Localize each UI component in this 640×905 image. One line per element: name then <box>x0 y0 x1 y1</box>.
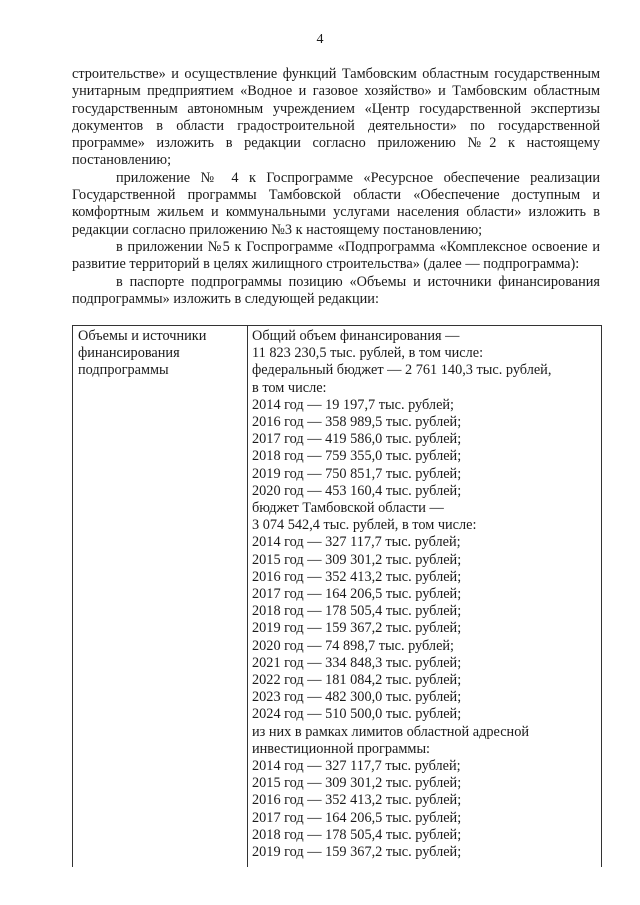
value-line: 2014 год — 327 117,7 тыс. рублей; <box>252 758 461 775</box>
value-line: 2014 год — 19 197,7 тыс. рублей; <box>252 396 455 413</box>
label-line: финансирования <box>78 345 180 362</box>
value-line: 2023 год — 482 300,0 тыс. рублей; <box>252 689 462 706</box>
value-line: 2020 год — 453 160,4 тыс. рублей; <box>252 482 462 499</box>
value-line: 2018 год — 178 505,4 тыс. рублей; <box>252 826 462 843</box>
page-number: 4 <box>316 32 324 47</box>
value-line: 11 823 230,5 тыс. рублей, в том числе: <box>252 345 484 362</box>
value-line: 2014 год — 327 117,7 тыс. рублей; <box>252 534 461 551</box>
value-line: 2015 год — 309 301,2 тыс. рублей; <box>252 551 462 568</box>
value-line: 2018 год — 759 355,0 тыс. рублей; <box>252 448 462 465</box>
table-label-cell <box>73 326 248 868</box>
value-line: Общий объем финансирования — <box>252 328 460 344</box>
value-line: 2018 год — 178 505,4 тыс. рублей; <box>252 603 462 620</box>
value-line: 3 074 542,4 тыс. рублей, в том числе: <box>252 517 477 534</box>
value-line: федеральный бюджет — 2 761 140,3 тыс. рублей, <box>252 362 552 379</box>
value-line: инвестиционной программы: <box>252 740 431 757</box>
value-line: 2016 год — 352 413,2 тыс. рублей; <box>252 568 462 585</box>
paragraph: строительстве» и осуществление функций Тамбовским областным государственным унитарным предприятием «Водное и газовое хозяйство» и Тамбовским областным государственным автономным учреждением «Центр государственной экспертизы документов в области градостроительной деятельности» по государственной программе» изложить в редакции согласно приложению №2 к настоящему постановлению; <box>72 66 600 169</box>
value-line: 2016 год — 352 413,2 тыс. рублей; <box>252 792 462 809</box>
paragraph: приложение № 4 к Госпрограмме «Ресурсное обеспечение реализации Государственной программы Тамбовской области «Обеспечение доступным и комфортным жильем и коммунальными услугами населения области» изложить в редакции согласно приложению №3 к настоящему постановлению; <box>72 169 600 238</box>
value-line: 2020 год — 74 898,7 тыс. рублей; <box>252 637 455 654</box>
value-line: 2022 год — 181 084,2 тыс. рублей; <box>252 672 462 689</box>
value-line: 2019 год — 159 367,2 тыс. рублей; <box>252 620 462 637</box>
value-line: 2017 год — 164 206,5 тыс. рублей; <box>252 809 462 826</box>
value-line: 2019 год — 750 851,7 тыс. рублей; <box>252 465 462 482</box>
table-row <box>73 326 602 868</box>
value-line: 2024 год — 510 500,0 тыс. рублей; <box>252 706 462 723</box>
body-text <box>72 66 600 308</box>
value-line: 2015 год — 309 301,2 тыс. рублей; <box>252 775 462 792</box>
value-line: из них в рамках лимитов областной адресной <box>252 723 530 740</box>
value-line: 2016 год — 358 989,5 тыс. рублей; <box>252 414 462 431</box>
label-line: подпрограммы <box>78 362 169 379</box>
paragraph: в паспорте подпрограммы позицию «Объемы и источники финансирования подпрограммы» изложить в следующей редакции: <box>72 273 600 307</box>
value-line: 2019 год — 159 367,2 тыс. рублей; <box>252 844 462 861</box>
financing-table <box>72 325 602 867</box>
value-line: бюджет Тамбовской области — <box>252 500 444 517</box>
label-line: Объемы и источники <box>78 328 207 344</box>
paragraph: в приложении №5 к Госпрограмме «Подпрограмма «Комплексное освоение и развитие территорий в целях жилищного строительства» (далее — подпрограмма): <box>72 238 600 273</box>
table-value-cell <box>248 326 602 868</box>
value-line: в том числе: <box>252 379 327 396</box>
value-line: 2021 год — 334 848,3 тыс. рублей; <box>252 654 462 671</box>
value-line: 2017 год — 419 586,0 тыс. рублей; <box>252 431 462 448</box>
value-line: 2017 год — 164 206,5 тыс. рублей; <box>252 586 462 603</box>
